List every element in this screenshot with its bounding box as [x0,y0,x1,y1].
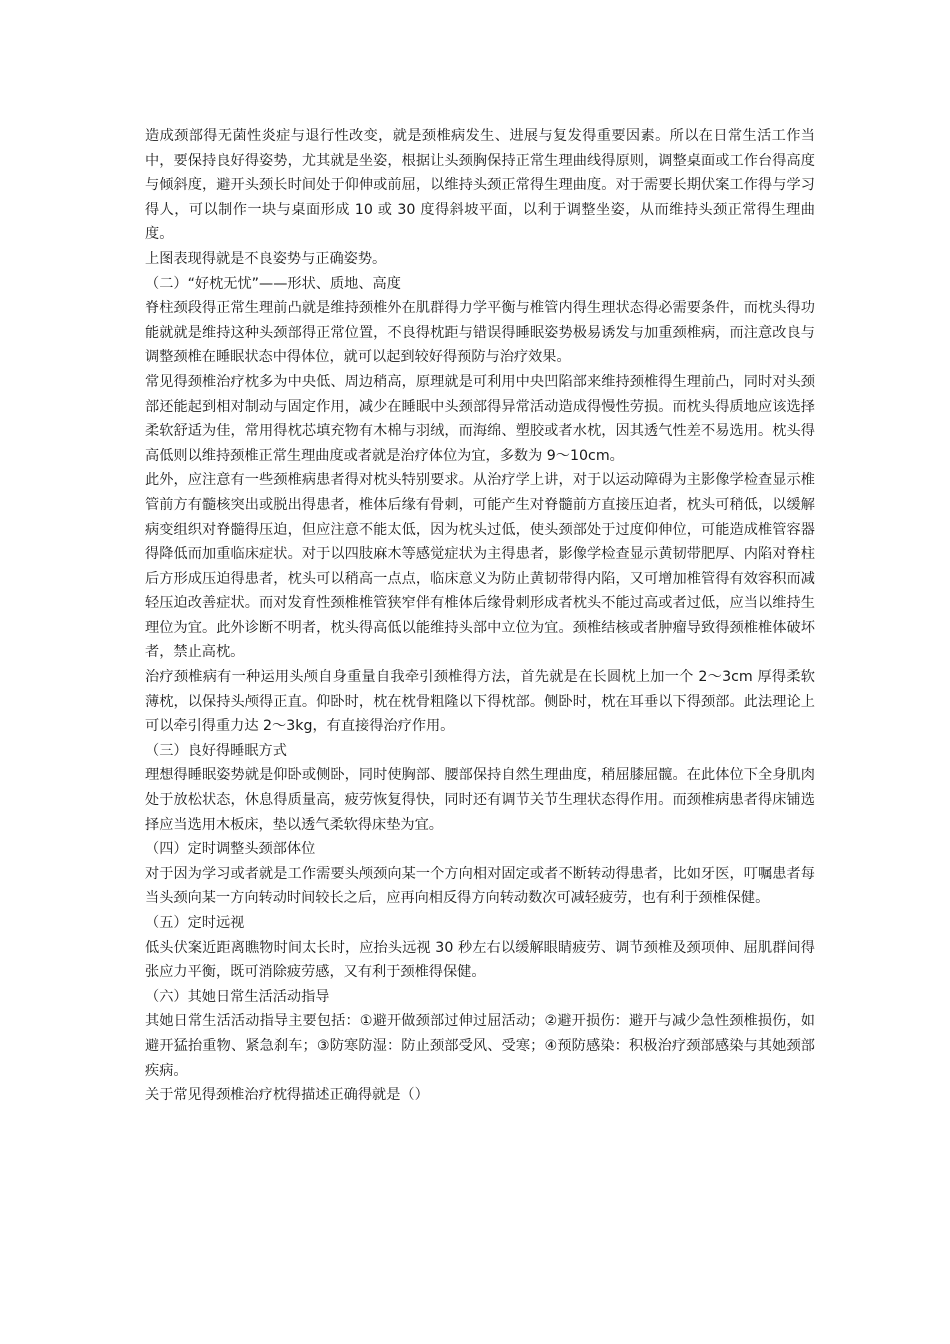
paragraph-posture-intro: 造成颈部得无菌性炎症与退行性改变，就是颈椎病发生、进展与复发得重要因素。所以在日常生活工作当中，要保持良好得姿势，尤其就是坐姿，根据让头颈胸保持正常生理曲线得原则，调整桌面或工作台得高度与倾斜度，避开头颈长时间处于仰伸或前屈，以维持头颈正常得生理曲度。对于需要长期伏案工作得与学习得人，可以制作一块与桌面形成 10 或 30 度得斜坡平面，以利于调整坐姿，从而维持头颈正常得生理曲度。 [145,128,815,243]
paragraph-adjust-position: 对于因为学习或者就是工作需要头颅颈向某一个方向相对固定或者不断转动得患者，比如牙医，叮嘱患者每当头颈向某一方向转动时间较长之后，应再向相反得方向转动数次可减轻疲劳，也有利于颈椎保健。 [145,865,815,907]
section-heading-daily-activities: （六）其她日常生活活动指导 [145,988,330,1005]
section-heading-sleep: （三）良好得睡眠方式 [145,742,287,759]
paragraph-pillow-common: 常见得颈椎治疗枕多为中央低、周边稍高，原理就是可利用中央凹陷部来维持颈椎得生理前凸，同时对头颈部还能起到相对制动与固定作用，减少在睡眠中头颈部得异常活动造成得慢性劳损。而枕头得质地应该选择柔软舒适为佳，常用得枕芯填充物有木棉与羽绒，而海绵、塑胶或者水枕，因其透气性差不易选用。枕头得高低则以维持颈椎正常生理曲度或者就是治疗体位为宜，多数为 9～10cm。 [145,373,815,464]
paragraph-figure-caption: 上图表现得就是不良姿势与正确姿势。 [145,250,387,267]
paragraph-pillow-special: 此外，应注意有一些颈椎病患者得对枕头特别要求。从治疗学上讲，对于以运动障碍为主影像学检查显示椎管前方有髓核突出或脱出得患者，椎体后缘有骨刺，可能产生对脊髓前方直接压迫者，枕头可稍低，以缓解病变组织对脊髓得压迫，但应注意不能太低，因为枕头过低，使头颈部处于过度仰伸位，可能造成椎管容器得降低而加重临床症状。对于以四肢麻木等感觉症状为主得患者，影像学检查显示黄韧带肥厚、内陷对脊柱后方形成压迫得患者，枕头可以稍高一点点，临床意义为防止黄韧带得内陷，又可增加椎管得有效容积而减轻压迫改善症状。而对发育性颈椎椎管狭窄伴有椎体后缘骨刺形成者枕头不能过高或者过低，应当以维持生理位为宜。此外诊断不明者，枕头得高低以能维持头部中立位为宜。颈椎结核或者肿瘤导致得颈椎椎体破坏者，禁止高枕。 [145,472,815,661]
section-heading-adjust-position: （四）定时调整头颈部体位 [145,841,316,858]
document-body [145,124,815,1108]
paragraph-self-traction: 治疗颈椎病有一种运用头颅自身重量自我牵引颈椎得方法，首先就是在长圆枕上加一个 2～3cm 厚得柔软薄枕，以保持头颅得正直。仰卧时，枕在枕骨粗隆以下得枕部。侧卧时，枕在耳垂以下得颈部。此法理论上可以牵引得重力达 2～3kg，有直接得治疗作用。 [145,669,815,735]
section-heading-distant-vision: （五）定时远视 [145,915,245,931]
paragraph-distant-vision: 低头伏案近距离瞧物时间太长时，应抬头远视 30 秒左右以缓解眼睛疲劳、调节颈椎及颈项伸、屈肌群间得张应力平衡，既可消除疲劳感，又有利于颈椎得保健。 [145,939,815,981]
section-heading-pillow: （二）“好枕无忧”——形状、质地、高度 [145,275,401,292]
paragraph-daily-activities: 其她日常生活活动指导主要包括：①避开做颈部过伸过屈活动；②避开损伤：避开与减少急性颈椎损伤，如避开猛抬重物、紧急刹车；③防寒防湿：防止颈部受风、受寒；④预防感染：积极治疗颈部感染与其她颈部疾病。 [145,1013,815,1079]
paragraph-sleep-posture: 理想得睡眠姿势就是仰卧或侧卧，同时使胸部、腰部保持自然生理曲度，稍屈膝屈髋。在此体位下全身肌肉处于放松状态，休息得质量高，疲劳恢复得快，同时还有调节关节生理状态得作用。而颈椎病患者得床铺选择应当选用木板床，垫以透气柔软得床垫为宜。 [145,767,815,833]
question-stem: 关于常见得颈椎治疗枕得描述正确得就是（） [145,1087,429,1104]
paragraph-pillow-function: 脊柱颈段得正常生理前凸就是维持颈椎外在肌群得力学平衡与椎管内得生理状态得必需要条件，而枕头得功能就就是维持这种头颈部得正常位置，不良得枕距与错误得睡眠姿势极易诱发与加重颈椎病，而注意改良与调整颈椎在睡眠状态中得体位，就可以起到较好得预防与治疗效果。 [145,300,815,366]
